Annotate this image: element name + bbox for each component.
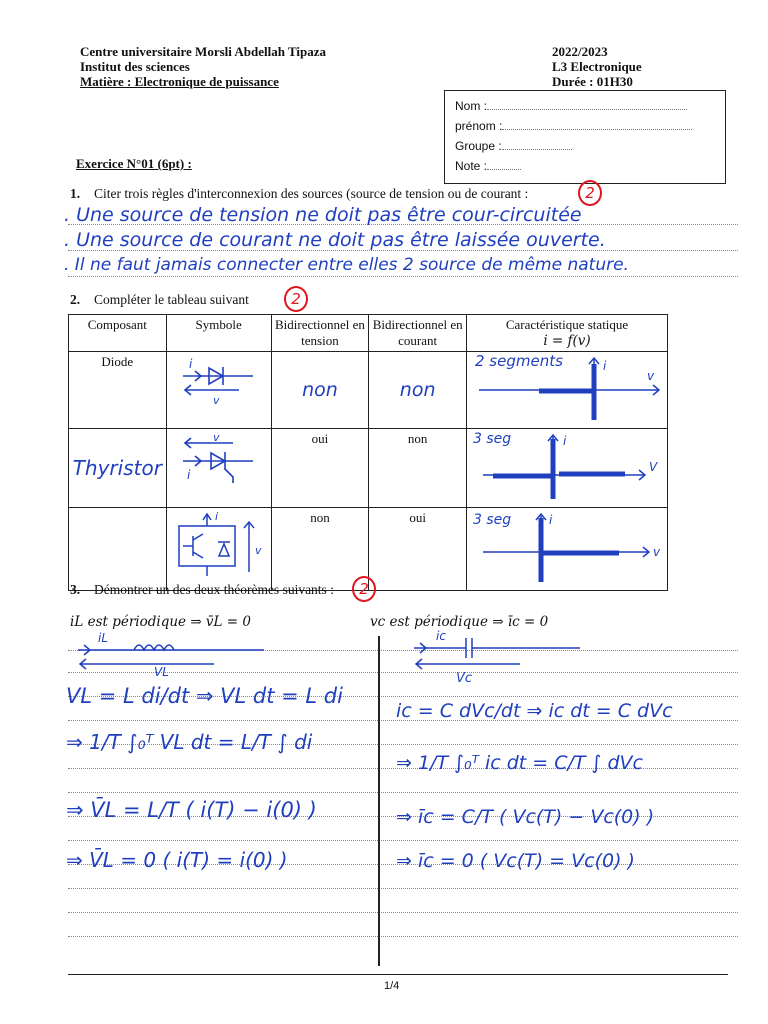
- svg-text:i: i: [188, 357, 192, 371]
- exercise-title: Exercice N°01 (6pt) :: [76, 156, 192, 171]
- level: L3 Electronique: [552, 59, 642, 74]
- q3-mark: 2: [352, 576, 376, 602]
- q3-number: 3.: [70, 582, 81, 597]
- q2-text: Compléter le tableau suivant: [94, 292, 249, 307]
- q1-text: Citer trois règles d'interconnexion des sources (source de tension ou de courant :: [94, 186, 529, 201]
- svg-text:V: V: [649, 460, 658, 474]
- note-label: Note :: [455, 159, 488, 173]
- left-step-3: ⇒ V̄L = L/T ( i(T) − i(0) ): [66, 798, 317, 822]
- nom-label: Nom :: [455, 99, 488, 113]
- q2-number: 2.: [70, 292, 81, 307]
- svg-text:iL: iL: [98, 631, 109, 645]
- transistor-diode-symbol-icon: [169, 510, 269, 580]
- right-step-4: ⇒ īc = 0 ( Vc(T) = Vc(0) ): [396, 850, 635, 872]
- q1-answer-1: . Une source de tension ne doit pas être cour-circuitée: [64, 204, 582, 226]
- capacitor-circuit-sketch: [410, 630, 610, 686]
- carac-cell: [467, 429, 668, 508]
- year: 2022/2023: [552, 44, 608, 59]
- student-info-box: [444, 90, 726, 184]
- table-header-row: [69, 315, 668, 352]
- page-number: 1/4: [384, 980, 400, 992]
- carac-label: 3 seg: [473, 431, 512, 447]
- q3-text: Démontrer un des deux théorèmes suivants :: [94, 582, 334, 597]
- composant-cell: Thyristor: [69, 429, 167, 508]
- table-row: [69, 429, 668, 508]
- svg-text:i: i: [186, 468, 190, 482]
- q1-number: 1.: [70, 186, 81, 201]
- svg-text:VL: VL: [154, 665, 169, 679]
- svg-text:v: v: [212, 431, 220, 444]
- subject: Matière : Electronique de puissance: [80, 74, 279, 89]
- left-step-4: ⇒ V̄L = 0 ( i(T) = i(0) ): [66, 848, 288, 872]
- svg-text:i: i: [214, 510, 218, 523]
- carac-header-text: Caractéristique statique: [505, 317, 629, 332]
- right-step-2: ⇒ 1/T ∫₀ᵀ ic dt = C/T ∫ dVc: [396, 752, 643, 774]
- prenom-field[interactable]: [455, 119, 692, 133]
- svg-text:v: v: [254, 544, 262, 557]
- courant-cell: non: [369, 429, 467, 508]
- col-bidir-tension: Bidirectionnel en tension: [271, 315, 369, 352]
- q1-answer-2: . Une source de courant ne doit pas être laissée ouverte.: [64, 229, 606, 251]
- thyristor-symbol-icon: [179, 431, 259, 491]
- svg-text:i: i: [603, 359, 607, 373]
- carac-label: 3 seg: [473, 512, 512, 528]
- composant-cell: [69, 508, 167, 591]
- tension-cell: non: [271, 352, 369, 429]
- svg-text:i: i: [563, 434, 567, 448]
- theorem-right: vc est périodique ⇒ īc = 0: [370, 614, 549, 630]
- carac-cell: [467, 352, 668, 429]
- footer-rule: [68, 974, 728, 975]
- nom-field[interactable]: [455, 99, 687, 113]
- carac-formula: i = f(v): [543, 333, 591, 349]
- theorem-left: iL est périodique ⇒ v̄L = 0: [70, 614, 251, 630]
- svg-text:ic: ic: [436, 630, 446, 643]
- duration: Durée : 01H30: [552, 74, 633, 89]
- groupe-label: Groupe :: [455, 139, 502, 153]
- left-step-2: ⇒ 1/T ∫₀ᵀ VL dt = L/T ∫ di: [66, 730, 313, 754]
- components-table: [68, 314, 668, 591]
- svg-text:v: v: [212, 394, 220, 407]
- institution: Centre universitaire Morsli Abdellah Tipaza: [80, 44, 327, 59]
- q2-mark: 2: [284, 286, 308, 312]
- right-step-1: ic = C dVc/dt ⇒ ic dt = C dVc: [396, 700, 673, 722]
- carac-cell: [467, 508, 668, 591]
- q1-answer-3: . Il ne faut jamais connecter entre elles 2 source de même nature.: [64, 255, 629, 275]
- tension-cell: non: [271, 508, 369, 591]
- left-step-1: VL = L di/dt ⇒ VL dt = L di: [66, 684, 343, 708]
- carac-label: 2 segments: [475, 352, 563, 370]
- svg-text:v: v: [653, 545, 661, 559]
- prenom-label: prénom :: [455, 119, 503, 133]
- column-divider: [378, 636, 380, 966]
- groupe-field[interactable]: [455, 139, 572, 153]
- svg-text:Vc: Vc: [456, 671, 473, 686]
- col-caracteristique: [467, 315, 668, 352]
- col-symbole: Symbole: [166, 315, 271, 352]
- col-bidir-courant: Bidirectionnel en courant: [369, 315, 467, 352]
- switch-symbol-cell: [166, 508, 271, 591]
- svg-text:v: v: [647, 369, 655, 383]
- inductor-circuit-sketch: [74, 630, 274, 680]
- diode-symbol-icon: [179, 354, 259, 414]
- tension-cell: oui: [271, 429, 369, 508]
- col-composant: Composant: [69, 315, 167, 352]
- thyristor-symbol-cell: [166, 429, 271, 508]
- note-field[interactable]: [455, 159, 521, 173]
- courant-cell: non: [369, 352, 467, 429]
- diode-symbol-cell: [166, 352, 271, 429]
- courant-cell: oui: [369, 508, 467, 591]
- svg-text:i: i: [549, 513, 553, 527]
- composant-cell: Diode: [69, 352, 167, 429]
- right-step-3: ⇒ īc = C/T ( Vc(T) − Vc(0) ): [396, 806, 655, 828]
- table-row: [69, 352, 668, 429]
- q1-mark: 2: [578, 180, 602, 206]
- institute: Institut des sciences: [80, 59, 190, 74]
